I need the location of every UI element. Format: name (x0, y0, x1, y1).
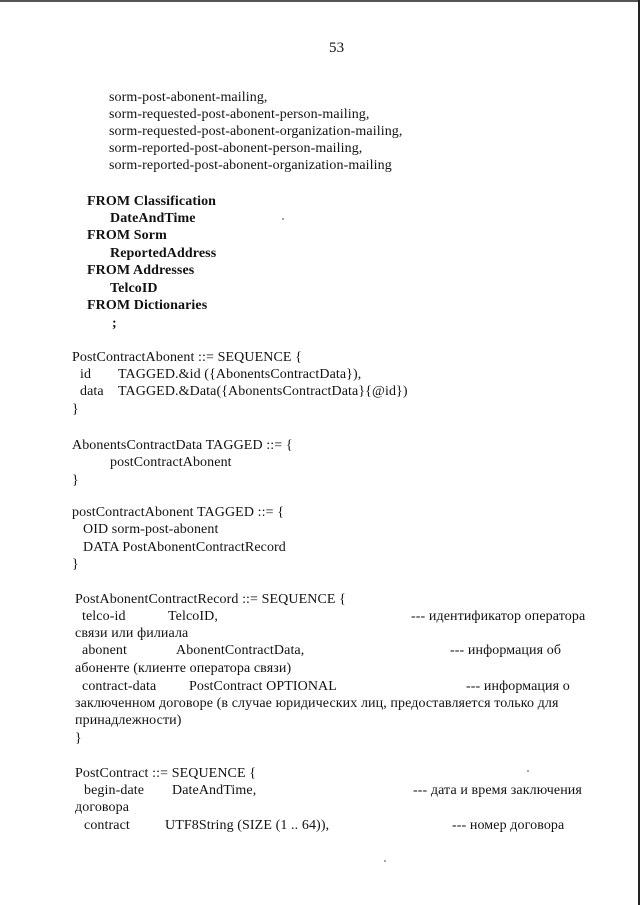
import-from: FROM Classification (87, 194, 217, 209)
import-item: TelcoID (110, 281, 158, 296)
code-line: sorm-reported-post-abonent-person-mailing, (109, 141, 363, 156)
field-name: contract (84, 818, 130, 833)
closing-brace: } (72, 473, 79, 488)
scan-edge-top (0, 0, 640, 2)
field-type: PostContract OPTIONAL (189, 679, 337, 694)
scan-speck (282, 218, 284, 220)
comment-continuation: абоненте (клиенте оператора связи) (75, 661, 292, 676)
field-comment: --- дата и время заключения (413, 783, 582, 798)
type-definition: PostContract ::= SEQUENCE { (75, 766, 257, 781)
closing-brace: } (72, 557, 79, 572)
field-name: data (80, 384, 104, 399)
comment-continuation: заключенном договоре (в случае юридических лиц, предоставляется только для (75, 696, 559, 711)
scan-speck (527, 770, 529, 772)
closing-brace: } (72, 402, 79, 417)
field-name: begin-date (84, 783, 145, 798)
comment-continuation: принадлежности) (75, 713, 182, 728)
page-number: 53 (329, 40, 345, 56)
field-type: TelcoID, (168, 609, 218, 624)
code-line: sorm-requested-post-abonent-person-mailing, (109, 107, 370, 122)
type-definition: PostContractAbonent ::= SEQUENCE { (72, 350, 302, 365)
comment-continuation: связи или филиала (75, 626, 189, 641)
field-type: DateAndTime, (172, 783, 257, 798)
field-type: TAGGED.&id ({AbonentsContractData}), (118, 367, 362, 382)
code-line: sorm-reported-post-abonent-organization-mailing (109, 158, 392, 173)
code-line: sorm-requested-post-abonent-organization-mailing, (109, 124, 403, 139)
set-member: postContractAbonent (110, 455, 232, 470)
type-definition: PostAbonentContractRecord ::= SEQUENCE { (75, 592, 346, 607)
field-comment: --- номер договора (452, 818, 565, 833)
import-item: DateAndTime (110, 211, 196, 226)
field-comment: --- идентификатор оператора (411, 609, 586, 624)
type-definition: postContractAbonent TAGGED ::= { (72, 505, 285, 520)
type-definition: AbonentsContractData TAGGED ::= { (72, 438, 293, 453)
data-line: DATA PostAbonentContractRecord (83, 540, 286, 555)
field-type: TAGGED.&Data({AbonentsContractData}{@id}) (118, 384, 408, 399)
closing-brace: } (75, 731, 82, 746)
semicolon: ; (112, 316, 117, 331)
code-line: sorm-post-abonent-mailing, (109, 90, 268, 105)
field-name: abonent (82, 643, 128, 658)
field-type: UTF8String (SIZE (1 .. 64)), (165, 818, 330, 833)
field-name: telco-id (82, 609, 126, 624)
import-item: ReportedAddress (110, 246, 217, 261)
field-name: contract-data (82, 679, 157, 694)
scan-speck (384, 860, 386, 862)
field-comment: --- информация о (466, 679, 570, 694)
field-name: id (80, 367, 92, 382)
import-from: FROM Dictionaries (87, 298, 208, 313)
field-comment: --- информация об (450, 643, 562, 658)
oid-line: OID sorm-post-abonent (83, 522, 219, 537)
import-from: FROM Addresses (87, 263, 195, 278)
comment-continuation: договора (75, 800, 130, 815)
field-type: AbonentContractData, (176, 643, 305, 658)
import-from: FROM Sorm (87, 228, 167, 243)
